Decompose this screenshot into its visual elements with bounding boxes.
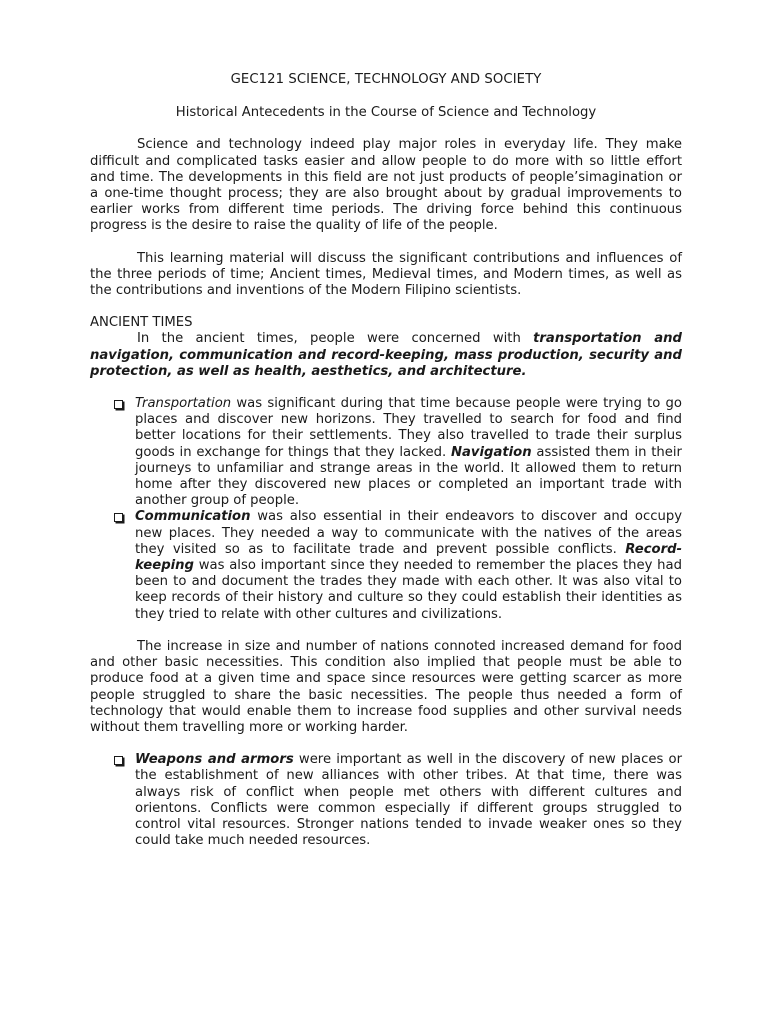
ancient-lead-paragraph: [90, 331, 682, 380]
ancient-lead-text: In the ancient times, people were concerned with: [137, 331, 534, 347]
bullet-term-2: Navigation: [450, 444, 532, 460]
ancient-lead-emphasis: transportation and navigation, communication and record-keeping, mass production, security and protection, as well as health, aesthetics, and architecture.: [90, 331, 682, 379]
bullet-list-2: [90, 752, 682, 849]
checkbox-bullet-icon: [114, 756, 123, 765]
bullet-term: Weapons and armors: [135, 752, 294, 768]
bullet-list-1: [90, 396, 682, 623]
bullet-text-2: assisted them in their journeys to unfamiliar and strange areas in the world. It allowed them to return home after they discovered new places or completed an important trade with another group of people.: [135, 444, 682, 509]
bullet-term: Communication: [135, 509, 251, 525]
section-heading-ancient-times: ANCIENT TIMES: [90, 315, 193, 331]
document-title: GEC121 SCIENCE, TECHNOLOGY AND SOCIETY: [230, 72, 542, 87]
bullet-text: was significant during that time because people were trying to go places and discover new horizons. They travelled to search for food and find better locations for their settlements. They also travelled to trade their surplus goods in exchange for things that they lacked.: [135, 396, 682, 460]
bullet-text: were important as well in the discovery of new places or the establishment of new alliances with other tribes. At that time, there was always risk of conflict when people met others with different cultures and orientons. Conflicts were common especially if different groups struggled to control vital resources. Stronger nations tended to invade weaker ones so they could take much needed resources.: [135, 752, 683, 849]
list-item: [90, 752, 682, 849]
bullet-term: Transportation: [135, 396, 232, 412]
list-item: [90, 396, 682, 509]
intro-paragraph-1: Science and technology indeed play major roles in everyday life. They make difficult and complicated tasks easier and allow people to do more with so little effort and time. The developments in this field are not just products of people’simagination or a one-time thought process; they are also brought about by gradual improvements to earlier works from different time periods. The driving force behind this continuous progress is the desire to raise the quality of life of the people.: [90, 137, 682, 234]
document-subtitle: Historical Antecedents in the Course of Science and Technology: [175, 105, 597, 121]
bullet-text: was also essential in their endeavors to discover and occupy new places. They needed a way to communicate with the natives of the areas they visited so as to facilitate trade and prevent possible conflicts.: [135, 509, 682, 557]
bullet-term-2: Record-keeping: [135, 541, 682, 574]
middle-paragraph: The increase in size and number of nations connoted increased demand for food and other basic necessities. This condition also implied that people must be able to produce food at a given time and space since resources were getting scarcer as more people struggled to share the basic necessities. The people thus needed a form of technology that would enable them to increase food supplies and other survival needs without them travelling more or working harder.: [90, 638, 682, 735]
checkbox-bullet-icon: [114, 400, 123, 409]
intro-paragraph-2: This learning material will discuss the significant contributions and influences of the three periods of time; Ancient times, Medieval times, and Modern times, as well as the contributions and inventions of the Modern Filipino scientists.: [90, 250, 682, 299]
list-item: [90, 509, 682, 622]
checkbox-bullet-icon: [114, 513, 123, 522]
document-page: [90, 72, 682, 849]
bullet-text-2: was also important since they needed to remember the places they had been to and document the trades they made with each other. It was also vital to keep records of their history and culture so they could establish their identities as they tried to relate with other cultures and civilizations.: [135, 558, 682, 622]
